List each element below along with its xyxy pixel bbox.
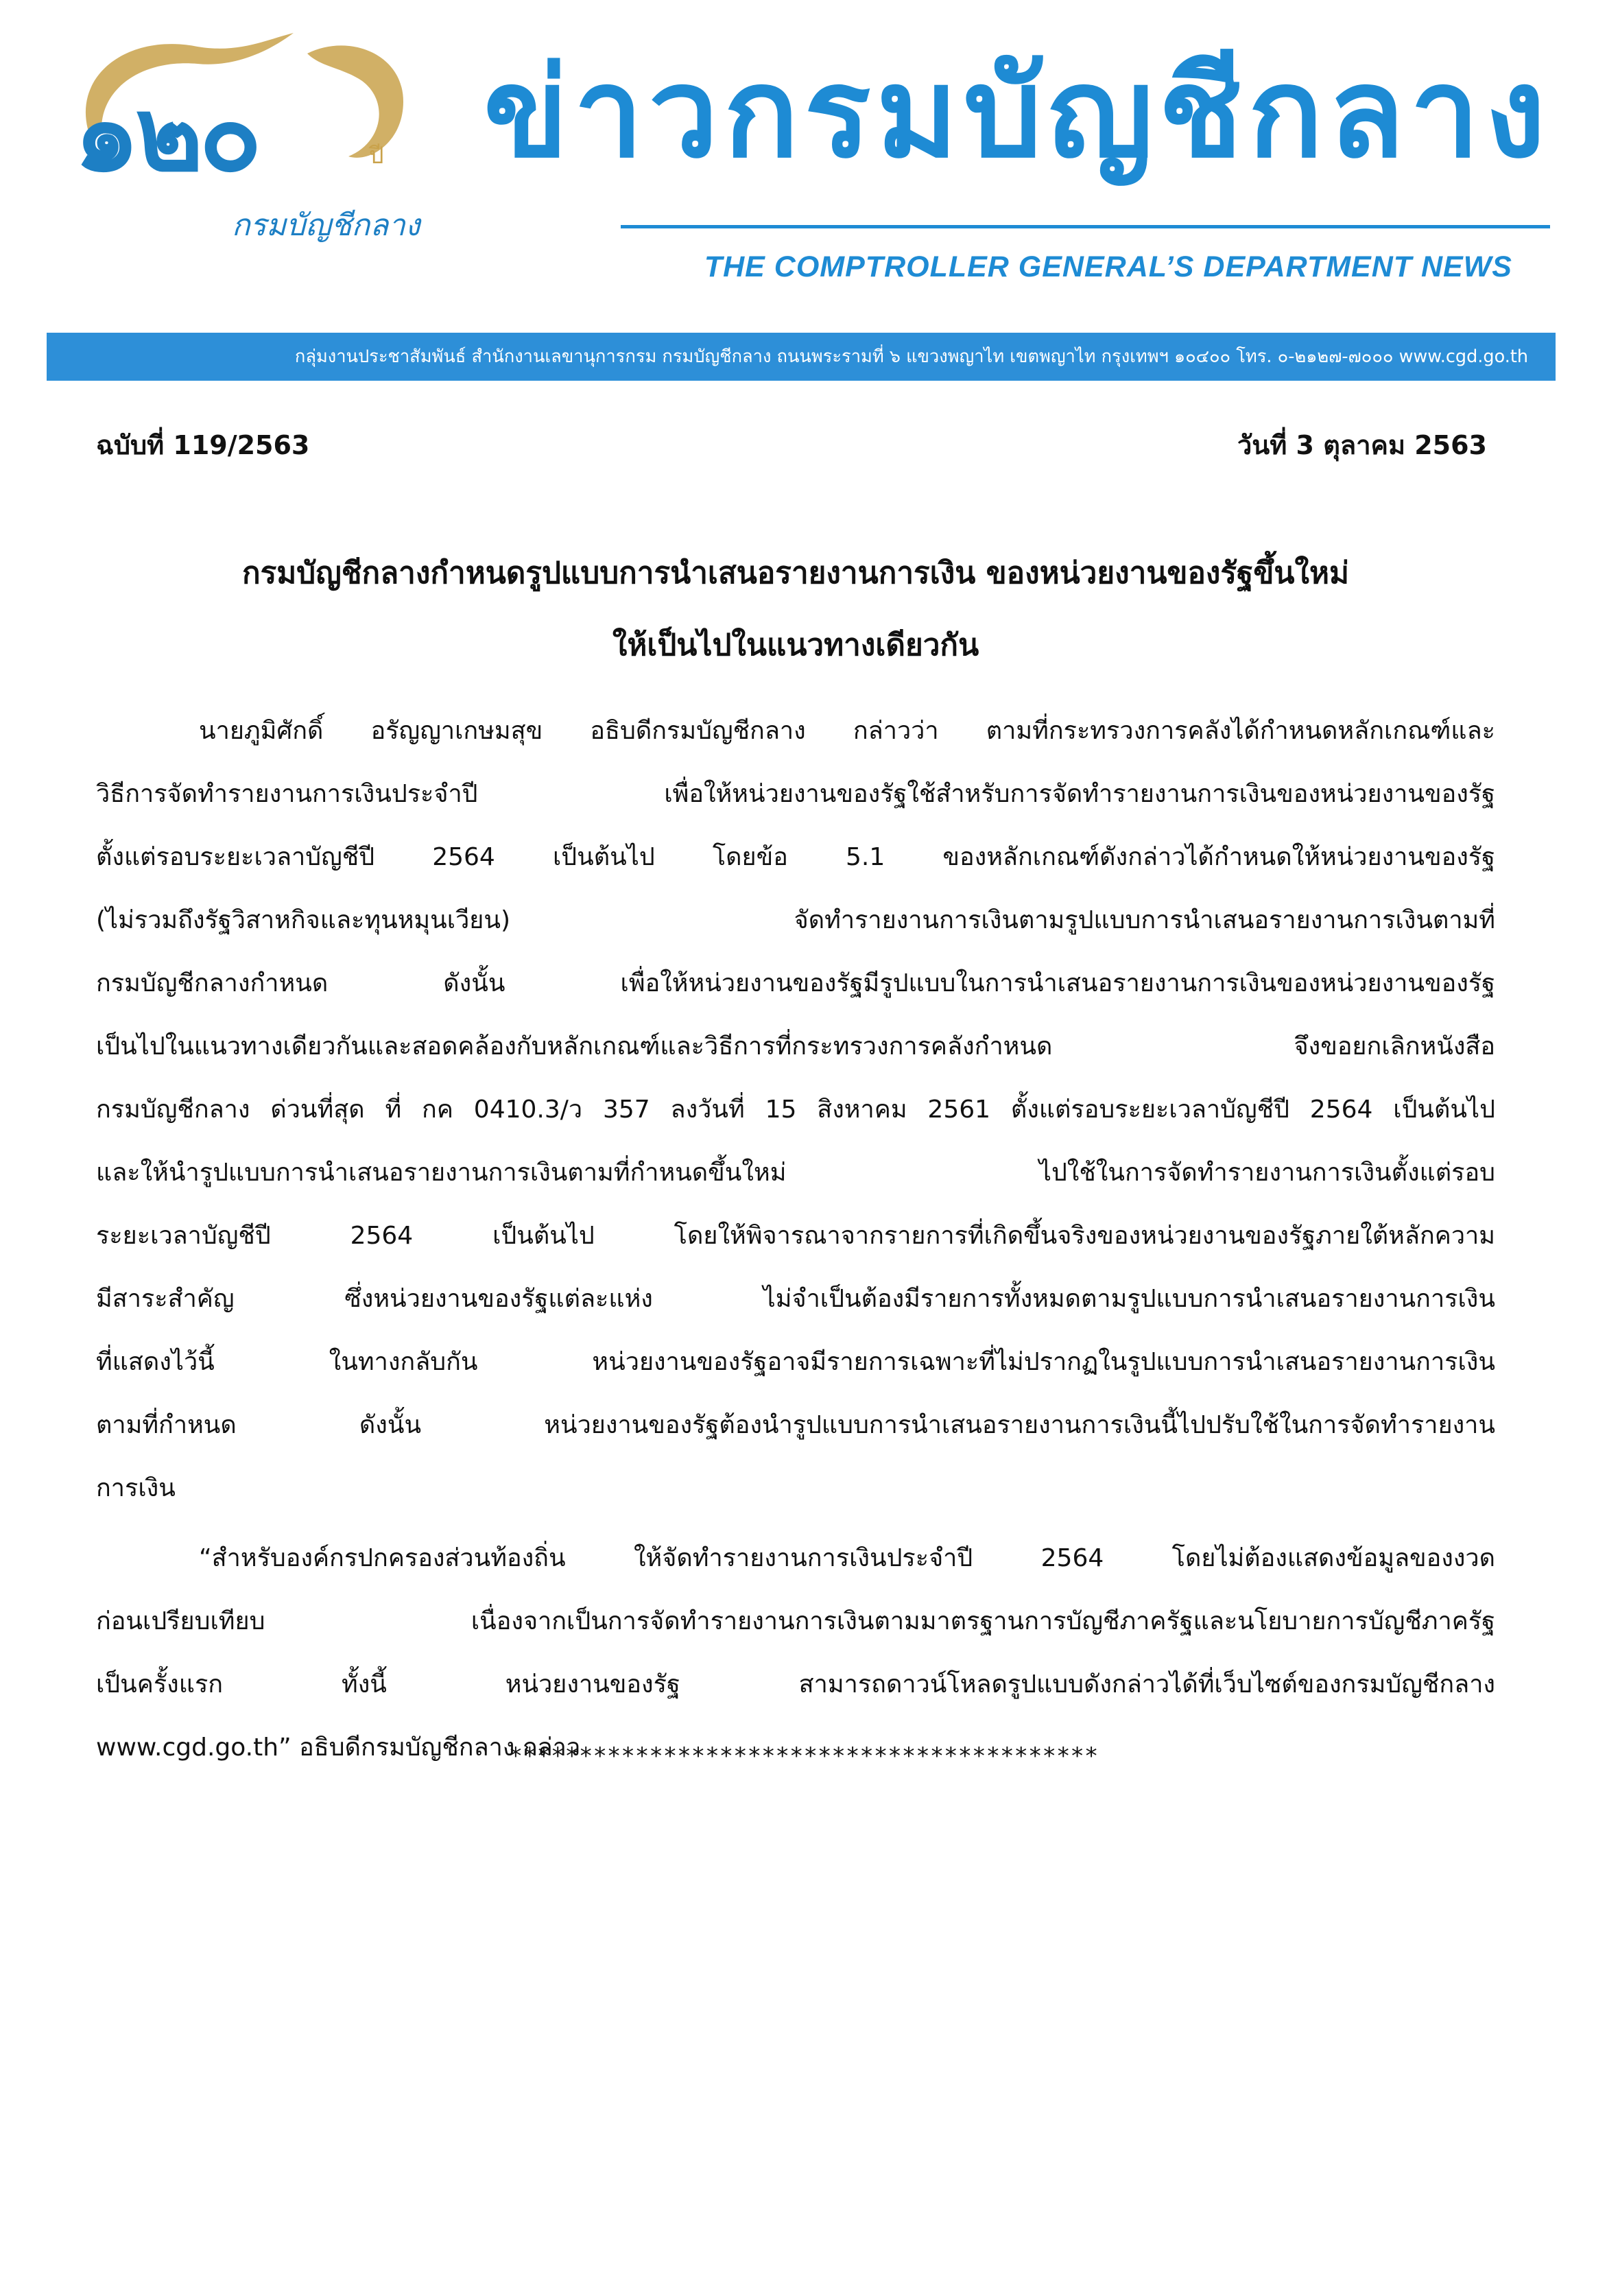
newsletter-title-thai: ข่าวกรมบัญชีกลาง	[484, 40, 1551, 185]
paragraph-line: มีสาระสำคัญ ซึ่งหน่วยงานของรัฐแต่ละแห่ง ไม่จำเป็นต้องมีรายการทั้งหมดตามรูปแบบการนำเสนอรายงานการเงิน	[96, 1285, 1495, 1313]
title-divider	[621, 225, 1550, 228]
paragraph-line: วิธีการจัดทำรายงานการเงินประจำปี เพื่อให้หน่วยงานของรัฐใช้สำหรับการจัดทำรายงานการเงินของหน่วยงานของรัฐ	[96, 780, 1495, 808]
logo-caption: กรมบัญชีกลาง	[232, 208, 420, 243]
paragraph-line: การเงิน	[96, 1474, 176, 1502]
body-paragraph-1	[96, 700, 1495, 1520]
paragraph-line: ก่อนเปรียบเทียบ เนื่องจากเป็นการจัดทำรายงานการเงินตามมาตรฐานการบัญชีภาครัฐและนโยบายการบัญชีภาครัฐ	[96, 1607, 1495, 1635]
contact-info: กลุ่มงานประชาสัมพันธ์ สำนักงานเลขานุการกรม กรมบัญชีกลาง ถนนพระรามที่ ๖ แขวงพญาไท เขตพญาไท กรุงเทพฯ ๑๐๔๐๐ โทร. ๐-๒๑๒๗-๗๐๐๐ www.cgd.go.th	[294, 346, 1528, 367]
paragraph-line: กรมบัญชีกลางกำหนด ดังนั้น เพื่อให้หน่วยงานของรัฐมีรูปแบบในการนำเสนอรายงานการเงินของหน่วยงานของรัฐ	[96, 969, 1495, 997]
end-of-article-marker: ******************************************	[508, 1742, 1099, 1770]
issue-date: วันที่ 3 ตุลาคม 2563	[1237, 430, 1487, 460]
paragraph-line: www.cgd.go.th” อธิบดีกรมบัญชีกลาง กล่าว	[96, 1733, 581, 1762]
headline-line-2: ให้เป็นไปในแนวทางเดียวกัน	[612, 628, 979, 663]
contact-banner	[47, 333, 1556, 381]
issue-number: ฉบับที่ 119/2563	[96, 430, 310, 460]
logo-year-suffix: ปี	[369, 142, 384, 169]
body-paragraph-2	[96, 1527, 1495, 1779]
paragraph-line: เป็นไปในแนวทางเดียวกันและสอดคล้องกับหลักเกณฑ์และวิธีการที่กระทรวงการคลังกำหนด จึงขอยกเลิกหนังสือ	[96, 1032, 1495, 1061]
paragraph-line: ตั้งแต่รอบระยะเวลาบัญชีปี 2564 เป็นต้นไป โดยข้อ 5.1 ของหลักเกณฑ์ดังกล่าวได้กำหนดให้หน่วยงานของรัฐ	[96, 843, 1495, 871]
paragraph-line: “สำหรับองค์กรปกครองส่วนท้องถิ่น ให้จัดทำรายงานการเงินประจำปี 2564 โดยไม่ต้องแสดงข้อมูลของงวด	[199, 1544, 1495, 1572]
paragraph-line: ที่แสดงไว้นี้ ในทางกลับกัน หน่วยงานของรัฐอาจมีรายการเฉพาะที่ไม่ปรากฏในรูปแบบการนำเสนอรายงานการเงิน	[96, 1348, 1495, 1376]
paragraph-line: เป็นครั้งแรก ทั้งนี้ หน่วยงานของรัฐ สามารถดาวน์โหลดรูปแบบดังกล่าวได้ที่เว็บไซต์ของกรมบัญชีกลาง	[96, 1670, 1495, 1699]
paragraph-line: (ไม่รวมถึงรัฐวิสาหกิจและทุนหมุนเวียน) จัดทำรายงานการเงินตามรูปแบบการนำเสนอรายงานการเงินตามที่	[96, 906, 1495, 934]
department-120-years-logo	[60, 26, 444, 259]
paragraph-line: กรมบัญชีกลาง ด่วนที่สุด ที่ กค 0410.3/ว 357 ลงวันที่ 15 สิงหาคม 2561 ตั้งแต่รอบระยะเวลาบัญชีปี 2564 เป็นต้นไป	[96, 1096, 1495, 1124]
paragraph-line: นายภูมิศักดิ์ อรัญญาเกษมสุข อธิบดีกรมบัญชีกลาง กล่าวว่า ตามที่กระทรวงการคลังได้กำหนดหลักเกณฑ์และ	[199, 717, 1495, 745]
paragraph-line: ตามที่กำหนด ดังนั้น หน่วยงานของรัฐต้องนำรูปแบบการนำเสนอรายงานการเงินนี้ไปปรับใช้ในการจัดทำรายงาน	[96, 1411, 1495, 1439]
paragraph-line: และให้นำรูปแบบการนำเสนอรายงานการเงินตามที่กำหนดขึ้นใหม่ ไปใช้ในการจัดทำรายงานการเงินตั้งแต่รอบ	[96, 1159, 1495, 1187]
newsletter-title-english: THE COMPTROLLER GENERAL’S DEPARTMENT NEWS	[704, 250, 1512, 283]
paragraph-line: ระยะเวลาบัญชีปี 2564 เป็นต้นไป โดยให้พิจารณาจากรายการที่เกิดขึ้นจริงของหน่วยงานของรัฐภายใต้หลักความ	[96, 1222, 1495, 1250]
headline-line-1: กรมบัญชีกลางกำหนดรูปแบบการนำเสนอรายงานการเงิน ของหน่วยงานของรัฐขึ้นใหม่	[242, 556, 1349, 591]
gold-swirl-ornament-right	[307, 45, 403, 157]
article-body	[96, 700, 1495, 1779]
logo-numerals: ๑๒๐	[74, 75, 258, 195]
